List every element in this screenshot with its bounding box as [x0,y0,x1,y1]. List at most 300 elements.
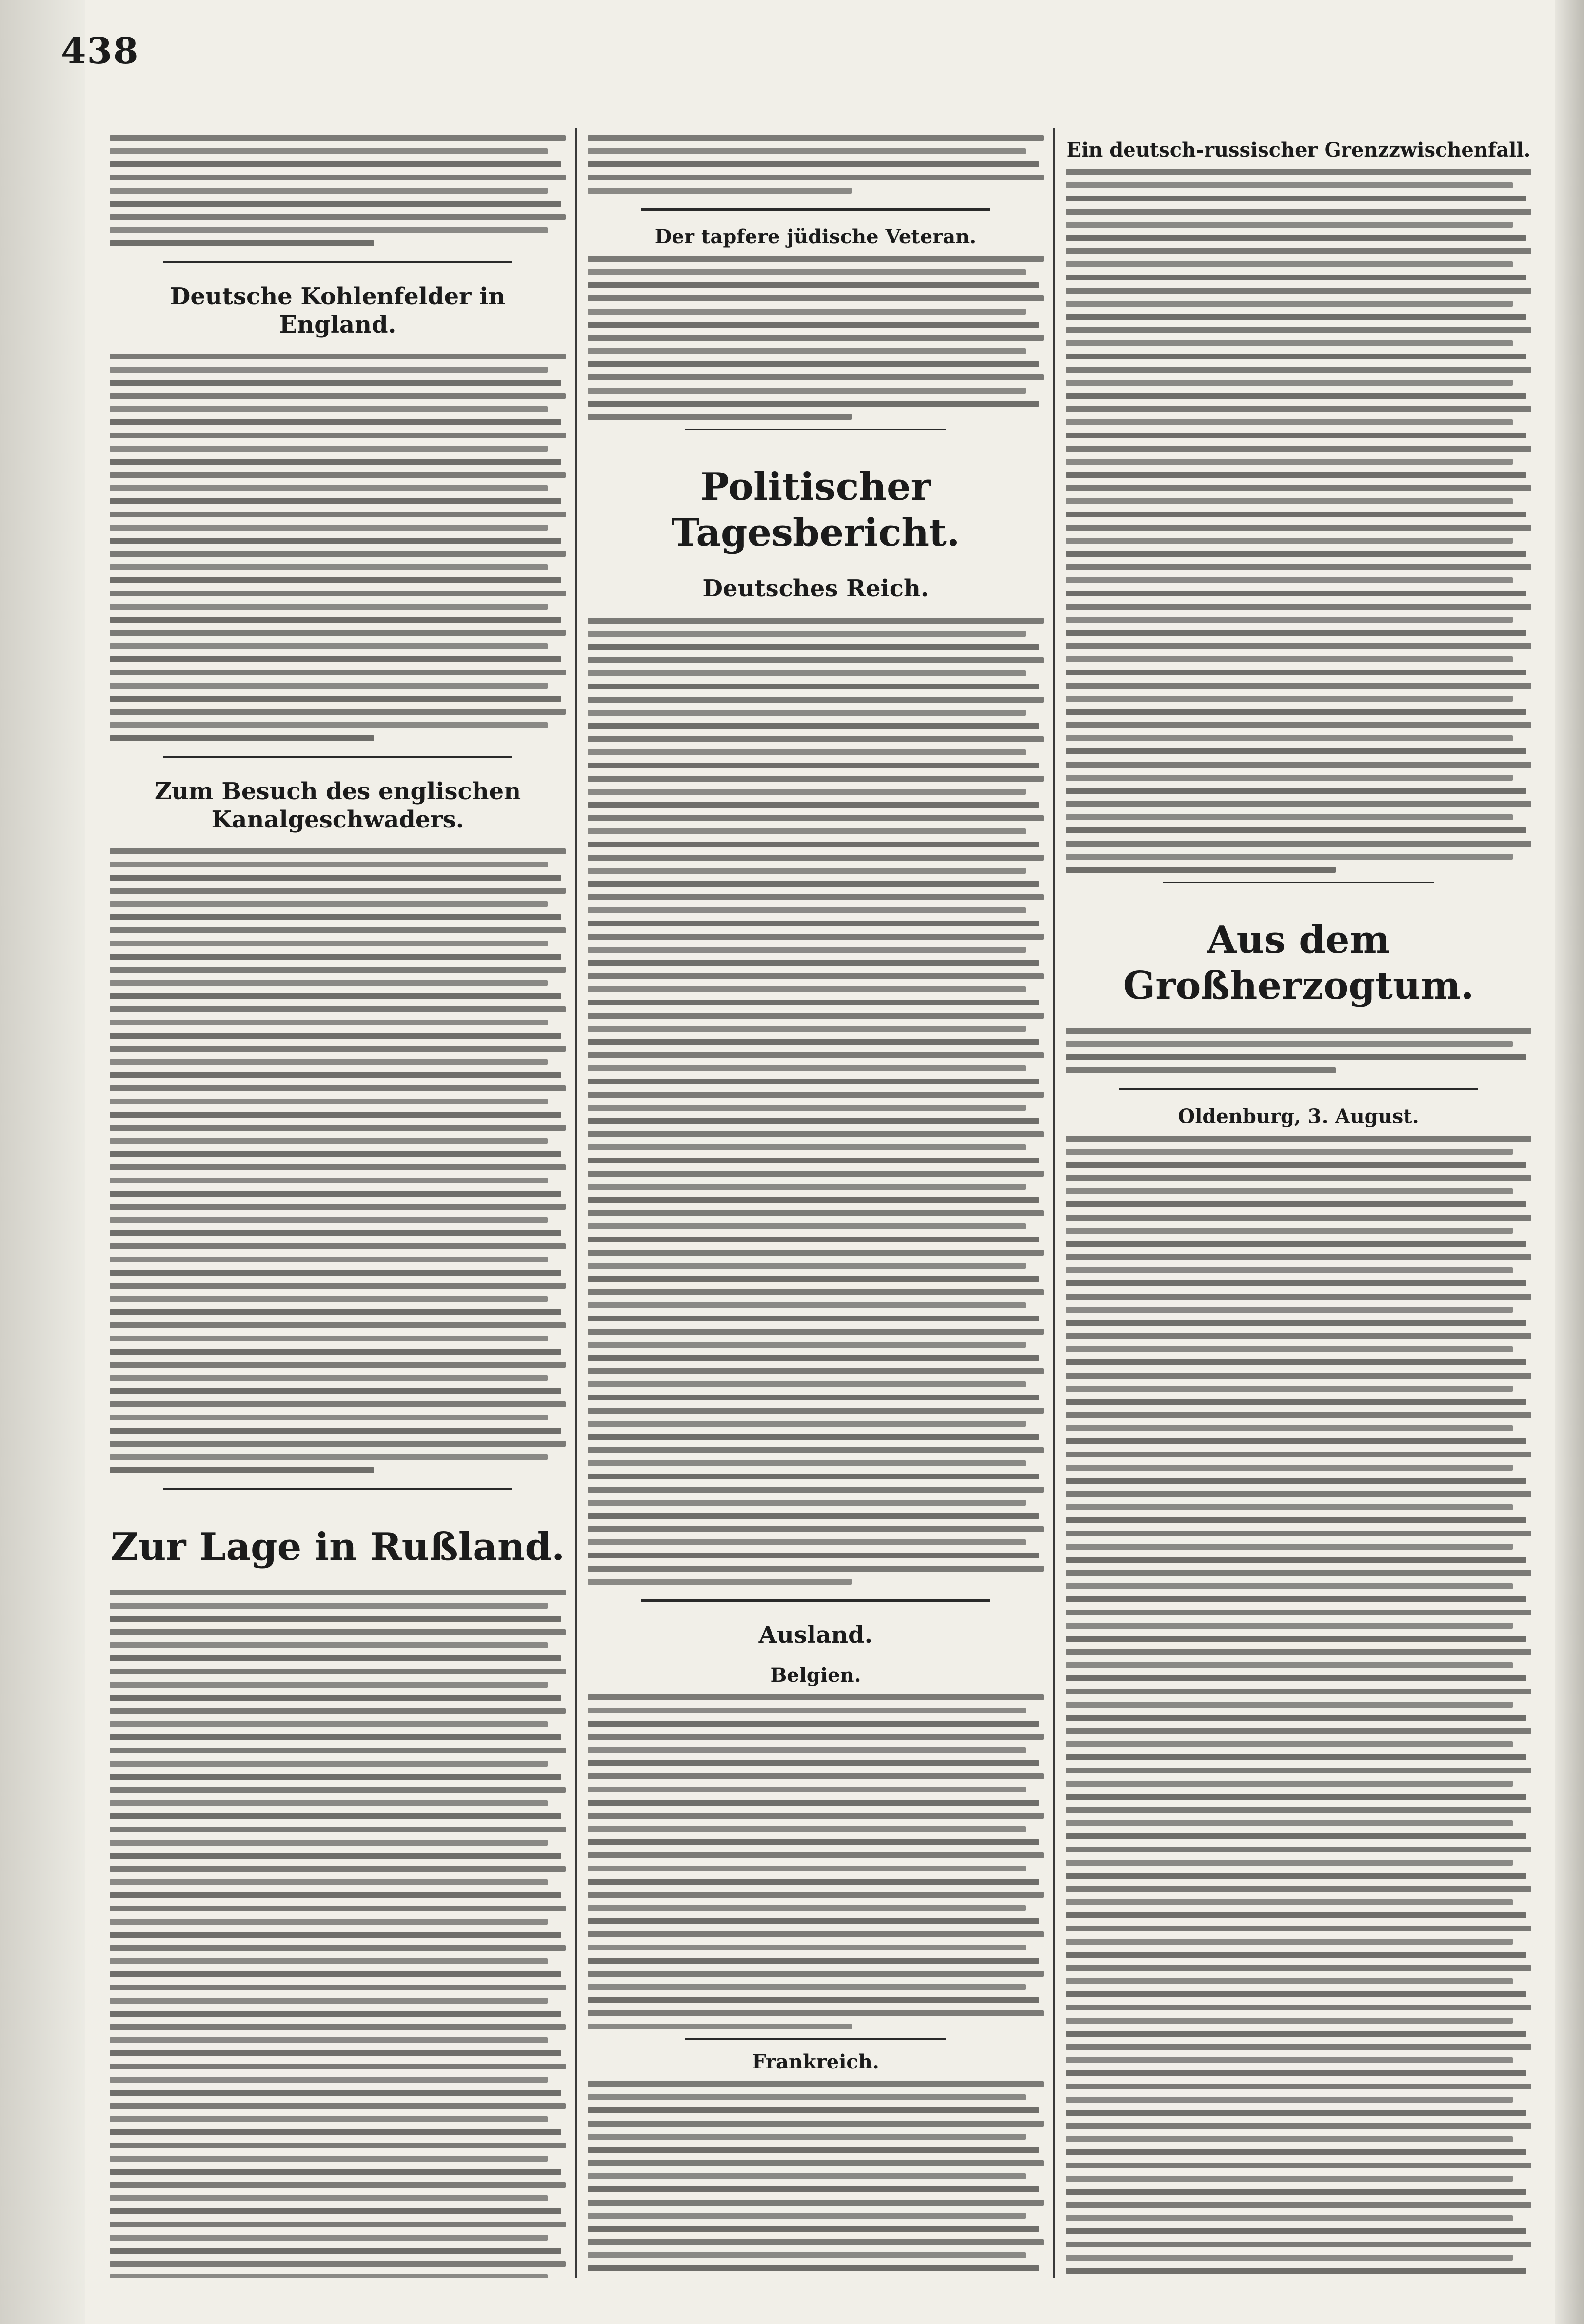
text-line [588,1579,852,1585]
text-line [588,973,1044,979]
article-block [588,1621,1044,1650]
text-line [110,1151,561,1157]
text-line [110,2037,548,2043]
text-line [1066,327,1531,333]
text-line [1066,2005,1531,2010]
text-line [110,1178,548,1183]
column-1 [110,128,566,2278]
text-line [588,1144,1026,1150]
text-line [110,2208,561,2214]
text-line [588,1826,1026,1832]
text-line [588,2200,1044,2206]
text-line [588,828,1026,834]
text-line [1066,169,1531,175]
text-line [1066,2123,1531,2129]
text-line [110,446,548,452]
text-line [110,1734,561,1740]
text-line [1066,2057,1513,2063]
text-line [110,1388,561,1394]
text-line [110,1164,566,1170]
text-line [588,855,1044,861]
text-line [110,1590,566,1595]
text-line [1066,670,1526,675]
text-line [1066,1833,1526,1839]
text-line [588,1395,1039,1400]
text-line [1066,1478,1526,1484]
text-line [1066,1820,1513,1826]
text-line [1066,2189,1526,2195]
text-line [110,1191,561,1197]
text-line [1066,2176,1513,2182]
text-line [1066,1149,1513,1155]
text-line [110,735,374,741]
text-line [588,1421,1026,1427]
text-line [1066,1359,1526,1365]
text-line [1066,1636,1526,1642]
text-line [588,175,1044,180]
text-line [588,2121,1044,2127]
text-line [1066,1438,1526,1444]
article-block [1066,138,1531,873]
text-line [110,1655,561,1661]
text-line [1066,498,1513,504]
text-line [110,1827,566,1832]
text-line [1066,1054,1526,1060]
text-line [588,1276,1039,1282]
text-line [1066,617,1513,623]
text-line [1066,827,1526,833]
article-separator [641,208,990,211]
text-line [1066,1228,1513,1234]
text-line [1066,683,1531,689]
text-line [1066,1425,1513,1431]
page-number: 438 [61,30,139,72]
text-line [110,1454,548,1460]
text-line [588,868,1026,874]
text-line [1066,1728,1531,1734]
article-separator [163,756,512,758]
text-line [1066,748,1526,754]
text-line [588,309,1026,315]
text-line [1066,419,1513,425]
text-line [1066,354,1526,359]
text-line [588,161,1039,167]
text-line [110,2011,561,2017]
text-line [1066,275,1526,280]
text-line [588,1460,1026,1466]
text-line [588,269,1026,275]
text-line [588,1368,1044,1374]
text-line [588,1302,1026,1308]
text-line [1066,1333,1531,1339]
text-line [110,1428,561,1434]
text-line [588,1879,1039,1885]
text-line [1066,1320,1526,1326]
text-line [110,433,566,438]
text-line [588,1945,1026,1950]
text-line [588,881,1039,887]
text-line [588,414,852,420]
text-line [110,696,561,702]
text-line [588,1905,1026,1911]
text-line [588,710,1026,716]
text-line [588,1566,1044,1572]
article-separator [685,2038,946,2040]
text-line [1066,1386,1513,1392]
text-line [110,1257,548,1262]
text-line [1066,1373,1531,1379]
text-line [110,538,561,544]
text-line [110,722,548,728]
text-line [1066,1675,1526,1681]
text-line [110,2116,548,2122]
text-line [110,472,566,478]
text-line [110,993,561,999]
text-line [1066,1452,1531,1457]
text-line [110,2090,561,2096]
text-line [588,1694,1044,1700]
text-line [110,980,548,986]
text-line [1066,709,1526,715]
text-line [588,815,1044,821]
text-line [588,1708,1026,1713]
text-line [588,749,1026,755]
text-line [110,1616,561,1622]
text-line [588,2265,1039,2271]
article-separator [685,429,946,430]
text-line [110,564,548,570]
text-line [588,1447,1044,1453]
text-line [1066,1294,1531,1300]
text-line [588,1773,1044,1779]
text-line [1066,1623,1513,1629]
text-line [110,1919,548,1925]
text-line [588,1839,1039,1845]
text-line [588,1052,1044,1058]
text-line [110,2182,566,2188]
text-line [110,2274,548,2278]
text-line [588,322,1039,328]
text-line [588,2024,852,2029]
text-line [1066,1491,1531,1497]
text-line [588,2081,1044,2087]
article-heading: Zur Lage in Rußland. [110,1525,565,1570]
text-line [588,2186,1039,2192]
text-line [110,1669,566,1674]
text-line [1066,433,1526,438]
text-line [588,657,1044,663]
text-line [1066,1557,1526,1563]
text-line [588,1813,1044,1819]
text-line [1066,1702,1513,1708]
text-line [110,1800,548,1806]
text-line [110,1998,548,2004]
text-line [1066,867,1336,873]
text-line [110,1879,548,1885]
text-line [110,875,561,881]
text-line [588,188,852,194]
text-line [1066,577,1513,583]
text-line [1066,1899,1513,1905]
text-line [110,2050,561,2056]
text-line [110,525,548,531]
text-line [1066,2018,1513,2024]
text-line [1066,1280,1526,1286]
text-line [110,551,566,557]
text-line [110,1283,566,1289]
text-line [588,348,1026,354]
text-line [1066,841,1531,847]
text-line [1066,2149,1526,2155]
text-line [1066,1583,1513,1589]
text-line [588,1329,1044,1335]
text-line [110,227,548,233]
text-line [588,776,1044,782]
text-line [110,1033,561,1039]
text-line [588,1210,1044,1216]
article-block [588,464,1044,555]
text-line [1066,2031,1526,2037]
article-heading: Aus dem Großherzogtum. [1123,918,1474,1008]
text-line [110,862,548,867]
text-line [110,201,561,207]
text-line [1066,1873,1526,1879]
text-line [588,1747,1026,1753]
text-line [1066,1028,1531,1034]
text-line [588,1197,1039,1203]
text-line [588,1131,1044,1137]
text-line [110,406,548,412]
text-line [1066,1912,1526,1918]
article-block [110,283,566,741]
page-edge-shadow [1555,0,1584,2324]
text-line [588,644,1039,650]
text-line [1066,801,1531,807]
text-line [110,1006,566,1012]
text-line [1066,1794,1526,1800]
text-line [1066,1517,1526,1523]
text-line [1066,2097,1513,2103]
text-line [588,1118,1039,1124]
text-line [1066,1886,1531,1892]
text-line [1066,2228,1526,2234]
text-line [110,2077,548,2083]
article-heading: Der tapfere jüdische Veteran. [654,225,977,248]
text-line [1066,1741,1513,1747]
article-heading: Deutsches Reich. [702,575,929,603]
text-line [110,656,561,662]
text-line [110,1906,566,1911]
text-line [588,1526,1044,1532]
text-line [588,1408,1044,1414]
text-line [110,2195,548,2201]
text-line [1066,696,1513,702]
binding-shadow [0,0,85,2324]
text-line [110,643,548,649]
text-line [588,295,1044,301]
text-line [588,2252,1026,2258]
text-line [588,374,1044,380]
text-line [110,1840,548,1846]
text-line [1066,1610,1531,1615]
text-line [110,1415,548,1420]
text-line [110,1230,561,1236]
text-line [1066,512,1526,517]
text-line [588,1787,1026,1792]
text-line [588,1263,1026,1269]
article-heading: Ausland. [758,1621,873,1649]
article-separator [163,261,512,263]
text-line [1066,1201,1526,1207]
text-line [110,2235,548,2241]
text-line [1066,196,1526,201]
text-line [588,960,1039,966]
text-line [110,1945,566,1951]
text-line [1066,380,1513,386]
text-line [110,459,561,465]
text-line [1066,1188,1513,1194]
text-line [1066,2084,1531,2089]
text-line [1066,1807,1531,1813]
text-line [588,907,1026,913]
text-line [110,1761,548,1767]
text-line [1066,1504,1513,1510]
text-line [588,401,1039,407]
article-block [588,575,1044,1585]
text-line [588,2094,1026,2100]
text-line [1066,591,1526,596]
text-line [110,1296,548,1302]
text-line [110,1401,566,1407]
text-line [1066,656,1513,662]
article-heading: Deutsche Kohlenfelder in England. [170,283,506,338]
text-line [110,1375,548,1381]
text-line [1066,301,1513,307]
text-line [588,670,1026,676]
text-line [1066,762,1531,768]
text-line [1066,472,1526,478]
text-line [110,1020,548,1025]
text-line [1066,459,1513,465]
text-line [588,2239,1044,2245]
article-heading: Oldenburg, 3. August. [1178,1105,1419,1128]
text-line [110,1708,566,1714]
text-line [110,888,566,894]
text-line [588,1971,1044,1977]
text-line [1066,1241,1526,1247]
text-line [588,2134,1026,2140]
text-line [110,1362,566,1368]
text-line [588,2213,1026,2219]
text-line [1066,1965,1531,1971]
text-line [1066,1544,1513,1550]
text-line [588,684,1039,689]
text-line [110,2222,566,2227]
text-line [588,697,1044,703]
column-2 [588,128,1044,2278]
text-line [588,2160,1044,2166]
text-line [110,927,566,933]
text-line [110,214,566,220]
text-line [1066,1939,1513,1945]
text-line [1066,604,1531,610]
text-line [1066,525,1531,531]
text-line [110,161,561,167]
text-line [110,1774,561,1780]
text-line [110,1072,561,1078]
text-line [1066,1136,1531,1142]
text-line [1066,1689,1531,1694]
text-line [110,901,548,907]
text-line [110,967,566,973]
text-line [110,1085,566,1091]
text-line [110,1112,561,1118]
text-line [588,1734,1044,1740]
text-line [1066,485,1531,491]
text-line [1066,722,1531,728]
text-line [1066,1412,1531,1418]
text-line [588,1381,1026,1387]
text-line [110,941,548,946]
text-line [1066,2163,1531,2168]
text-line [1066,1465,1513,1471]
text-line [110,485,548,491]
text-line [110,1309,561,1315]
text-line [1066,1649,1531,1655]
text-line [1066,288,1531,294]
text-line [110,1985,566,1990]
text-line [110,1721,548,1727]
article-heading: Politischer Tagesbericht. [671,465,960,555]
text-line [588,1539,1026,1545]
text-line [588,986,1026,992]
text-line [110,2261,566,2267]
text-line [110,670,566,675]
text-line [1066,1847,1531,1852]
text-line [1066,2242,1531,2247]
column-3 [1066,128,1531,2278]
text-line [588,256,1044,262]
article-block [588,135,1044,194]
article-heading: Belgien. [770,1664,861,1687]
text-line [1066,182,1513,188]
text-line [110,1642,548,1648]
text-line [588,1892,1044,1898]
text-line [1066,2215,1513,2221]
text-line [1066,248,1531,254]
text-line [110,1603,548,1609]
text-line [1066,814,1513,820]
text-line [588,335,1044,341]
article-separator [1163,882,1434,883]
text-line [1066,564,1531,570]
text-line [588,631,1026,637]
text-line [1066,2202,1531,2208]
text-line [588,2010,1044,2016]
article-block [110,135,566,246]
article-block [1066,917,1531,1073]
text-line [1066,538,1513,544]
text-line [110,1682,548,1688]
text-line [588,1721,1039,1727]
article-block [588,2050,1044,2278]
text-line [588,1355,1039,1361]
text-line [588,1852,1044,1858]
text-line [1066,1781,1513,1787]
text-line [588,1958,1039,1964]
text-line [1066,1399,1526,1405]
text-line [1066,1215,1531,1221]
